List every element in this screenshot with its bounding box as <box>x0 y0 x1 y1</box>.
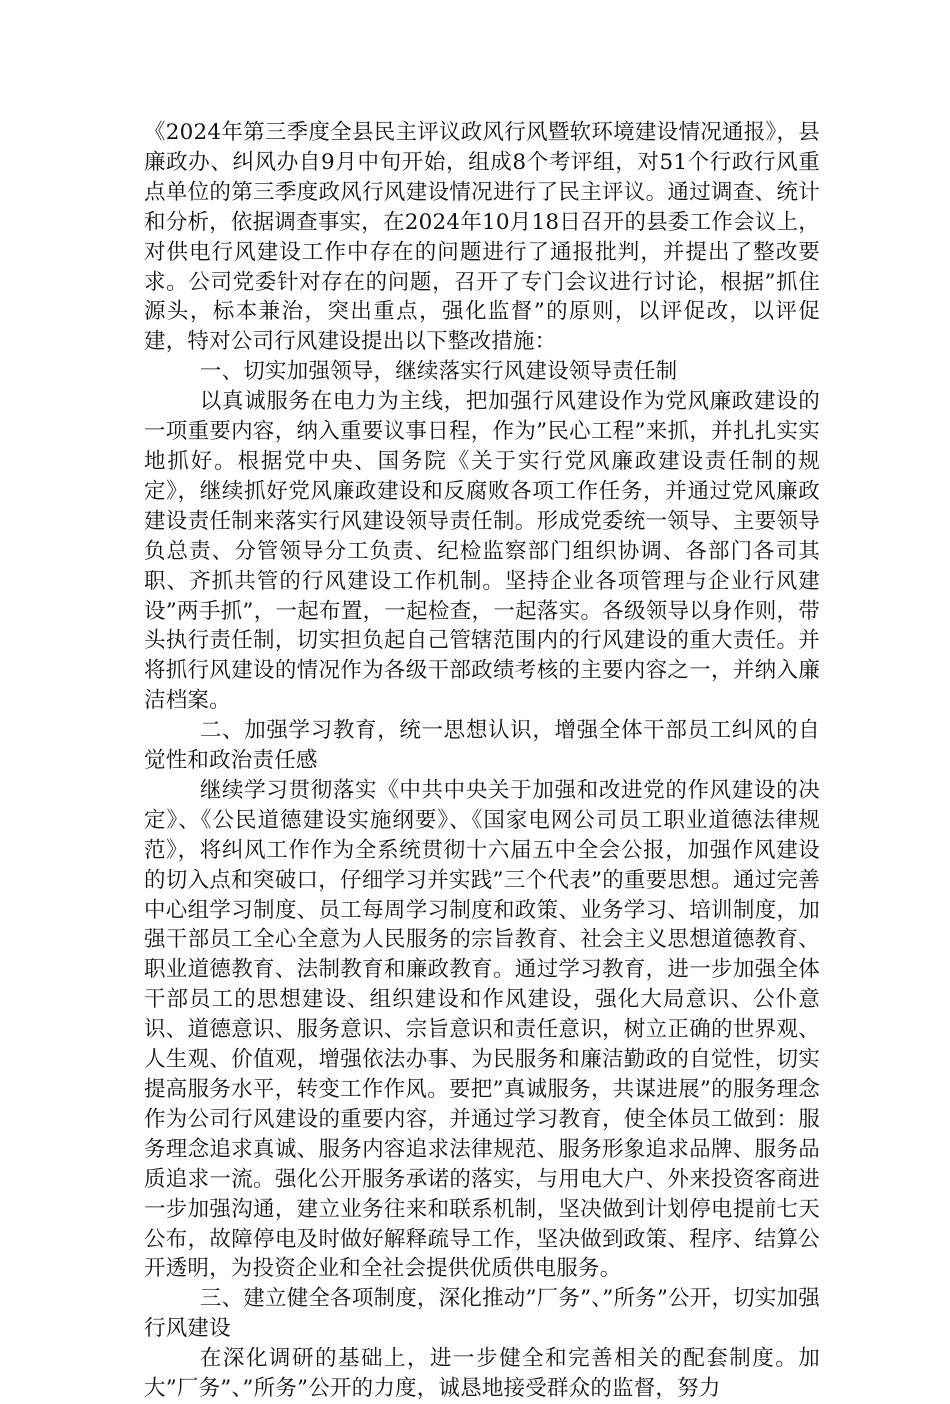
section-heading-3: 三、建立健全各项制度，深化推动”厂务”、”所务”公开，切实加强行风建设 <box>144 1286 820 1342</box>
document-body <box>144 118 820 1404</box>
intro-paragraph: 《2024年第三季度全县民主评议政风行风暨软环境建设情况通报》，县廉政办、纠风办自9月中旬开始，组成8个考评组，对51个行政行风重点单位的第三季度政风行风建设情况进行了民主评议。通过调查、统计和分析，依据调查事实，在2024年10月18日召开的县委工作会议上，对供电行风建设工作中存在的问题进行了通报批判，并提出了整改要求。公司党委针对存在的问题，召开了专门会议进行讨论，根据”抓住源头，标本兼治，突出重点，强化监督”的原则，以评促改，以评促建，特对公司行风建设提出以下整改措施： <box>144 120 820 355</box>
section-heading-2: 二、加强学习教育，统一思想认识，增强全体干部员工纠风的自觉性和政治责任感 <box>144 718 820 774</box>
section-heading-1: 一、切实加强领导，继续落实行风建设领导责任制 <box>199 359 678 385</box>
section-body-1: 以真诚服务在电力为主线，把加强行风建设作为党风廉政建设的一项重要内容，纳入重要议事日程，作为”民心工程”来抓，并扎扎实实地抓好。根据党中央、国务院《关于实行党风廉政建设责任制的规定》，继续抓好党风廉政建设和反腐败各项工作任务，并通过党风廉政建设责任制来落实行风建设领导责任制。形成党委统一领导、主要领导负总责、分管领导分工负责、纪检监察部门组织协调、各部门各司其职、齐抓共管的行风建设工作机制。坚持企业各项管理与企业行风建设”两手抓”，一起布置，一起检查，一起落实。各级领导以身作则，带头执行责任制，切实担负起自己管辖范围内的行风建设的重大责任。并将抓行风建设的情况作为各级干部政绩考核的主要内容之一，并纳入廉洁档案。 <box>144 389 820 714</box>
section-body-2: 继续学习贯彻落实《中共中央关于加强和改进党的作风建设的决定》、《公民道德建设实施纲要》、《国家电网公司员工职业道德法律规范》，将纠风工作作为全系统贯彻十六届五中全会公报，加强作风建设的切入点和突破口，仔细学习并实践”三个代表”的重要思想。通过完善中心组学习制度、员工每周学习制度和政策、业务学习、培训制度，加强干部员工全心全意为人民服务的宗旨教育、社会主义思想道德教育、职业道德教育、法制教育和廉政教育。通过学习教育，进一步加强全体干部员工的思想建设、组织建设和作风建设，强化大局意识、公仆意识、道德意识、服务意识、宗旨意识和责任意识，树立正确的世界观、人生观、价值观，增强依法办事、为民服务和廉洁勤政的自觉性，切实提高服务水平，转变工作作风。要把”真诚服务，共谋进展”的服务理念作为公司行风建设的重要内容，并通过学习教育，使全体员工做到：服务理念追求真诚、服务内容追求法律规范、服务形象追求品牌、服务品质追求一流。强化公开服务承诺的落实，与用电大户、外来投资客商进一步加强沟通，建立业务往来和联系机制，坚决做到计划停电提前七天公布，故障停电及时做好解释疏导工作，坚决做到政策、程序、结算公开透明，为投资企业和全社会提供优质供电服务。 <box>144 777 820 1282</box>
section-body-3: 在深化调研的基础上，进一步健全和完善相关的配套制度。加大”厂务”、”所务”公开的力度，诚恳地接受群众的监督，努力 <box>144 1346 820 1402</box>
